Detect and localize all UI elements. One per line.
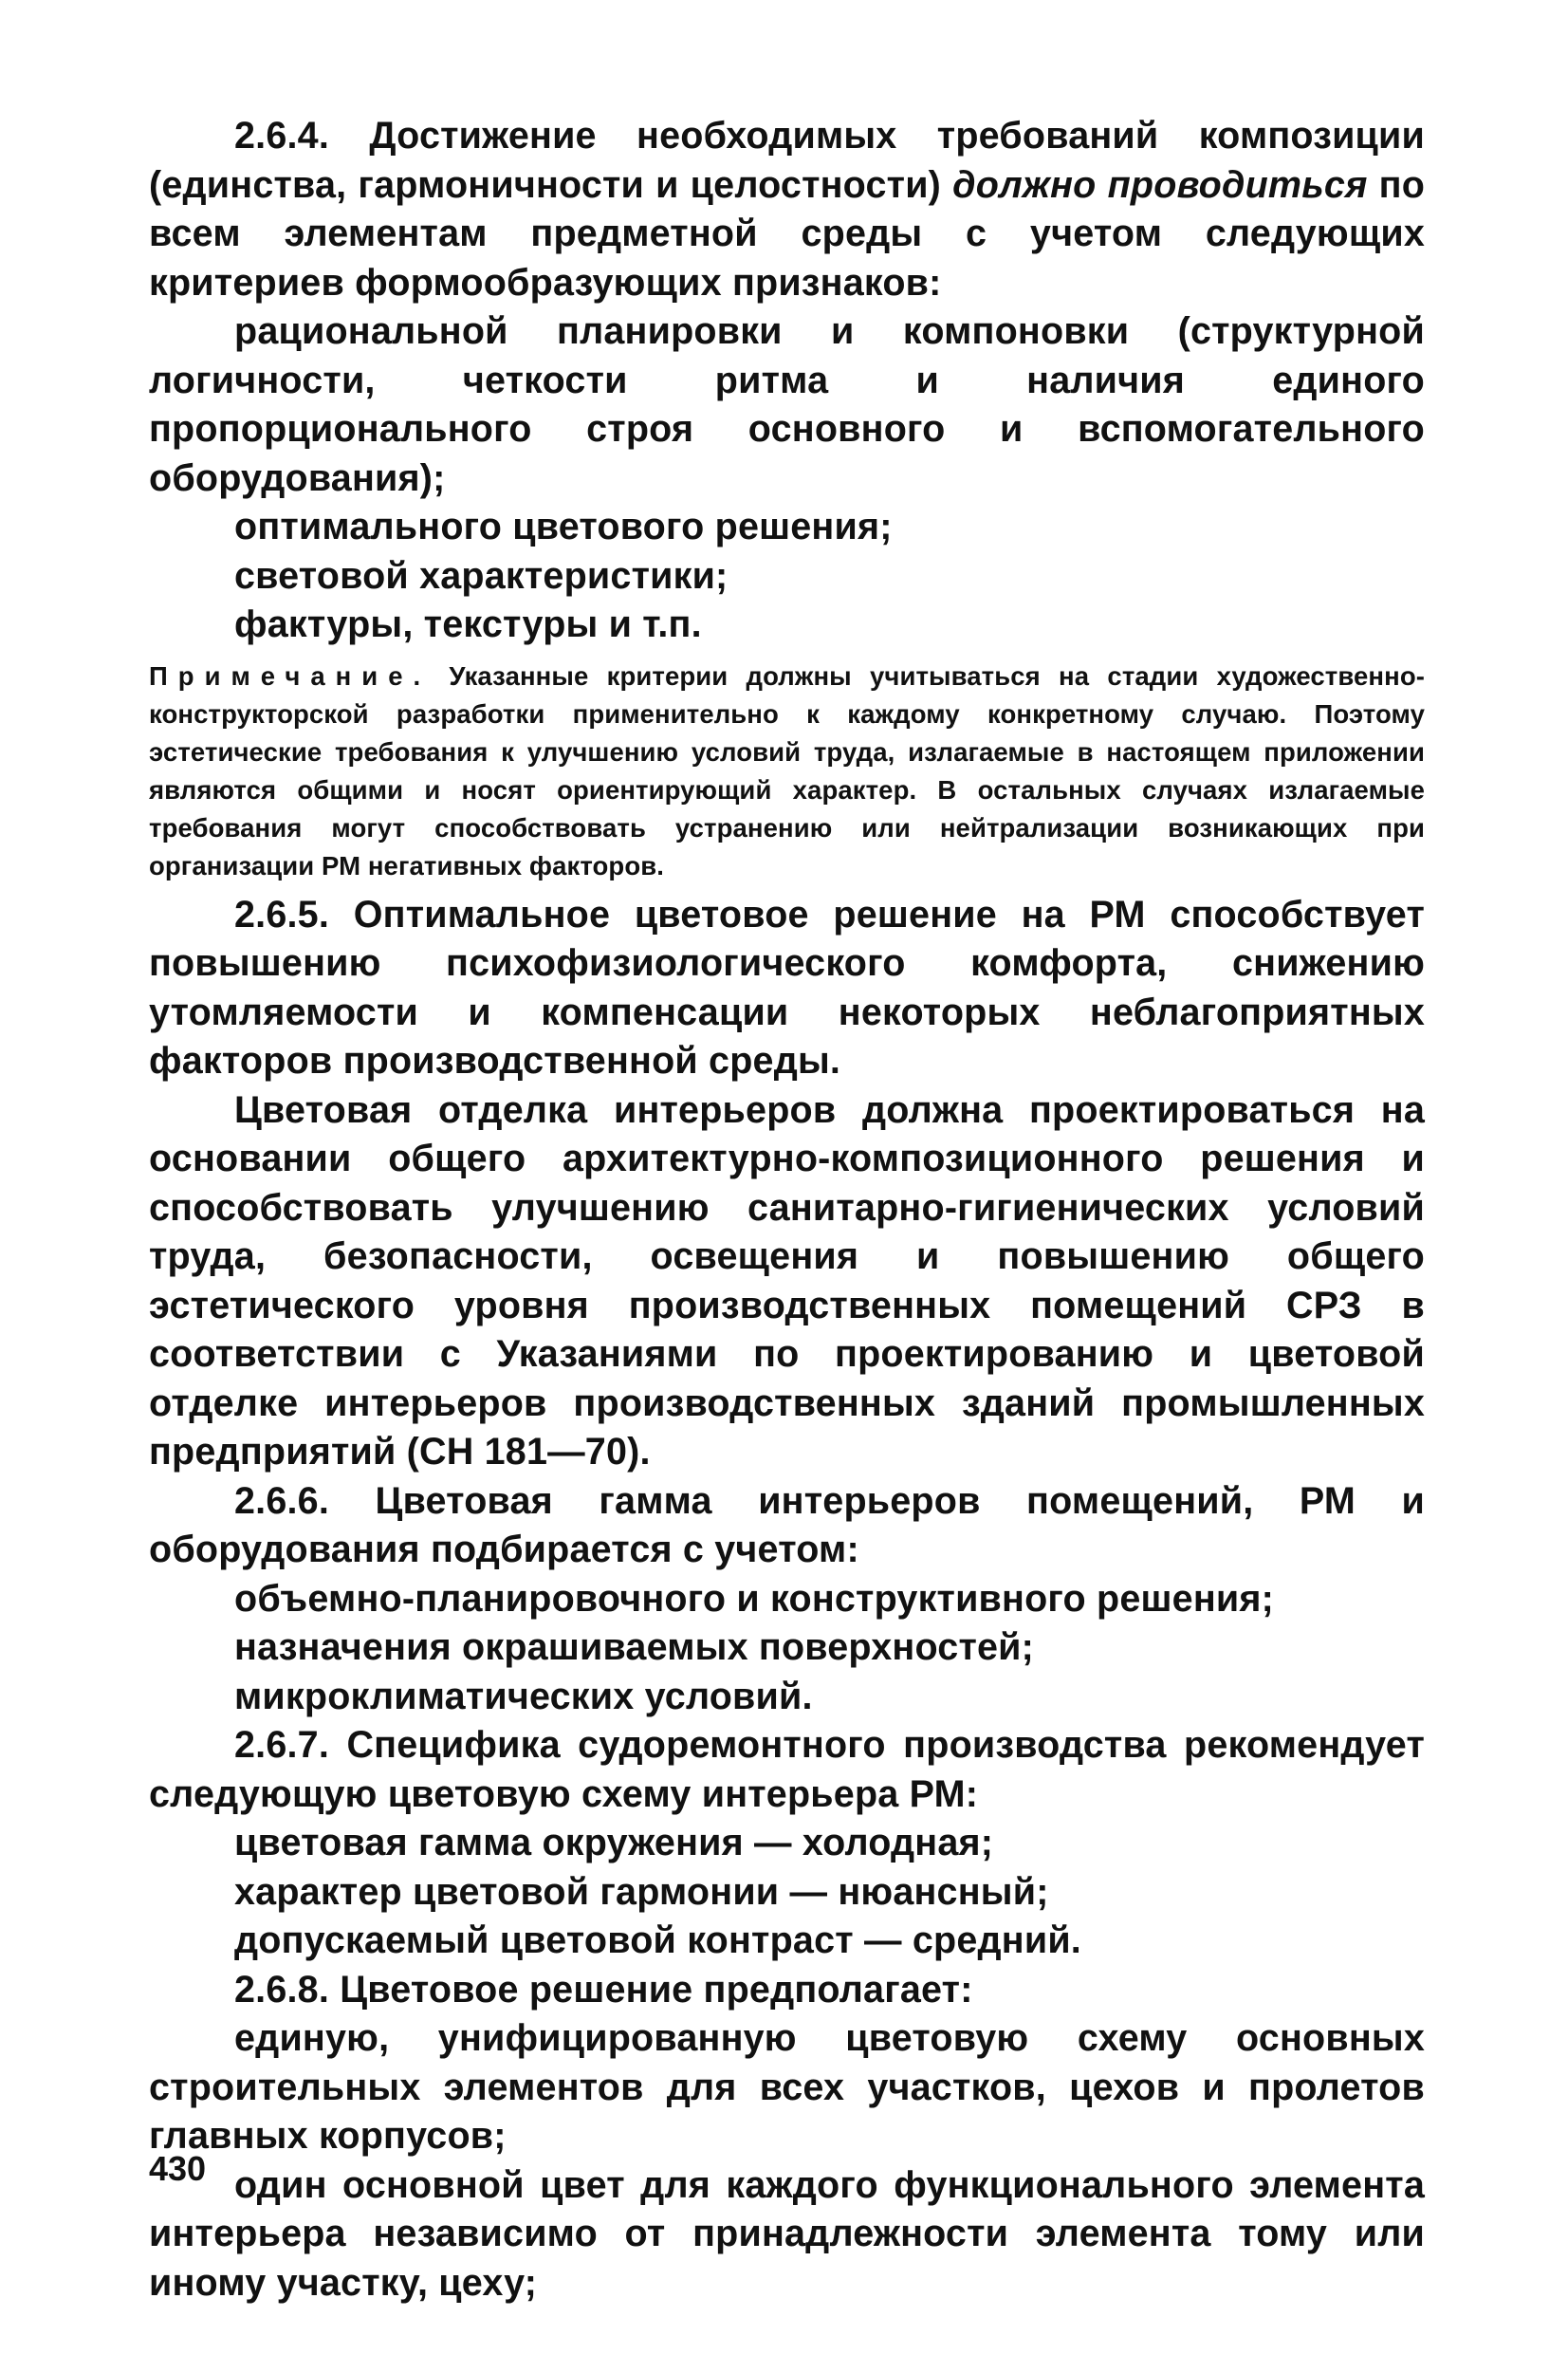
list-item-gamma: цветовая гамма окружения — холодная;: [234, 1822, 994, 1863]
list-item-unified-scheme: единую, унифицированную цветовую схему основных строительных элементов для всех участков, цехов и пролетов главных корпусов;: [149, 2017, 1425, 2157]
note-label: Примечание.: [149, 660, 432, 691]
paragraph-2-6-7: 2.6.7. Специфика судоремонтного производства рекомендует следующую цветовую схему интерьера РМ:: [149, 1724, 1425, 1815]
list-item-microclimate: микроклиматических условий.: [234, 1675, 813, 1717]
note-text: Указанные критерии должны учитываться на стадии художественно-конструкторской разработки применительно к каждому конкретному случаю. Поэтому эстетические требования к улучшению условий труда, излагаемые в настоящем приложении являются общими и носят ориентирующий характер. В остальных случаях излагаемые требования могут способствовать устранению или нейтрализации возникающих при организации РМ негативных факторов.: [149, 660, 1425, 880]
note: [149, 658, 1425, 885]
paragraph-2-6-6: 2.6.6. Цветовая гамма интерьеров помещений, РМ и оборудования подбирается с учетом:: [149, 1479, 1425, 1570]
list-item-light: световой характеристики;: [234, 554, 729, 597]
paragraph-color-finish: Цветовая отделка интерьеров должна проектироваться на основании общего архитектурно-композиционного решения и способствовать улучшению санитарно-гигиенических условий труда, безопасности, освещения и повышению общего эстетического уровня производственных помещений СРЗ в соответствии с Указаниями по проектированию и цветовой отделке интерьеров производственных зданий промышленных предприятий (СН 181—70).: [149, 1088, 1425, 1473]
paragraph-2-6-5: 2.6.5. Оптимальное цветовое решение на РМ способствует повышению психофизиологического комфорта, снижению утомляемости и компенсации некоторых неблагоприятных факторов производственной среды.: [149, 893, 1425, 1082]
list-item-color-solution: оптимального цветового решения;: [234, 506, 893, 547]
paragraph-2-6-4-italic: должно проводиться: [952, 163, 1368, 206]
list-item-texture: фактуры, текстуры и т.п.: [234, 603, 702, 645]
list-item-planning: рациональной планировки и компоновки (структурной логичности, четкости ритма и наличия единого пропорционального строя основного и вспомогательного оборудования);: [149, 310, 1425, 499]
list-item-contrast: допускаемый цветовой контраст — средний.: [234, 1919, 1081, 1961]
paragraph-2-6-4-start: 2.6.4. Достижение необходимых требований композиции (единства, гармоничности и целостности): [149, 115, 1425, 206]
page-number: 430: [149, 2149, 207, 2188]
list-item-surfaces: назначения окрашиваемых поверхностей;: [234, 1626, 1034, 1668]
list-item-harmony: характер цветовой гармонии — нюансный;: [234, 1870, 1049, 1913]
list-item-volume-planning: объемно-планировочного и конструктивного решения;: [234, 1577, 1274, 1620]
paragraph-2-6-4-end: по всем элементам предметной среды с учетом следующих критериев формообразующих признаков:: [149, 163, 1426, 304]
paragraph-2-6-8: 2.6.8. Цветовое решение предполагает:: [234, 1968, 973, 2011]
paragraph-2-6-4: [149, 112, 1425, 307]
page-body: [149, 112, 1425, 2308]
list-item-main-color: один основной цвет для каждого функционального элемента интерьера независимо от принадлежности элемента тому или иному участку, цеху;: [149, 2163, 1425, 2304]
